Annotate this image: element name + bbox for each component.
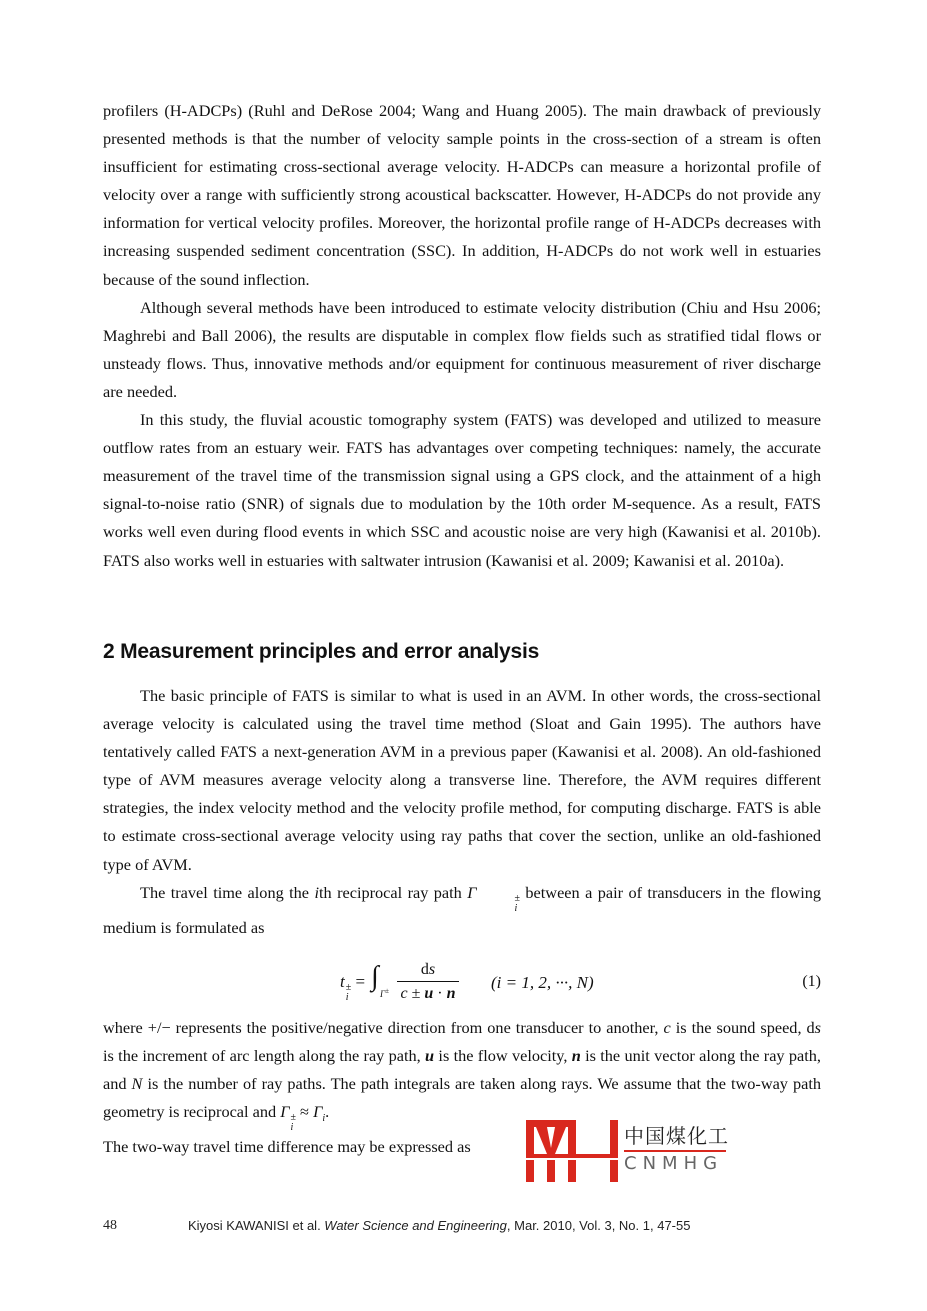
math-gamma: Γ [280, 1102, 290, 1122]
text-run: is the increment of arc length along the ray path, [103, 1046, 426, 1066]
body-text-block-1 [103, 97, 821, 575]
math-approx: ≈ [295, 1102, 314, 1122]
math-c: c [663, 1018, 671, 1037]
paragraph-last-line: The two-way travel time difference may be expressed as [103, 1137, 471, 1157]
math-d: d [420, 961, 429, 978]
math-var-t: t [340, 972, 345, 991]
math-gamma: Γ [313, 1102, 323, 1122]
watermark-logo [526, 1120, 736, 1182]
math-c: c [400, 985, 408, 1002]
footer-journal: Water Science and Engineering [324, 1218, 507, 1233]
math-d: d [806, 1018, 815, 1037]
equation-1 [103, 960, 821, 1010]
text-run: is the number of ray paths. The path integrals are taken along rays. We assume that the two-way path geometry is reciprocal and [103, 1074, 822, 1122]
text-run: between a pair of transducers in the flowing medium is formulated as [103, 882, 822, 937]
text-run: where [103, 1018, 148, 1037]
watermark-latin-text: CNMHG [624, 1153, 724, 1174]
math-supsub [346, 983, 352, 1003]
math-sup: ± [514, 892, 520, 904]
text-run: The travel time along the [140, 882, 315, 902]
paragraph-ray-path [103, 879, 821, 942]
math-sup: ± [290, 1112, 296, 1124]
math-gamma: Γ [380, 989, 386, 999]
math-sub: i [514, 902, 518, 914]
math-N: N [131, 1074, 143, 1094]
math-dot: · [433, 985, 447, 1002]
math-s: s [428, 961, 436, 978]
body-text-block-2 [103, 682, 821, 942]
cnmhg-logo-icon [526, 1120, 618, 1182]
equation-fraction [397, 960, 459, 1004]
math-sup: ± [345, 982, 352, 993]
equation-lhs [340, 972, 365, 1003]
text-run: th reciprocal ray path [319, 882, 468, 902]
math-n: n [446, 985, 456, 1002]
section-heading: 2 Measurement principles and error analysis [103, 640, 540, 663]
math-u: u [425, 1046, 435, 1066]
math-n: n [571, 1046, 581, 1066]
math-supsub [478, 894, 521, 914]
page-number: 48 [103, 1218, 117, 1233]
fraction-denominator [397, 984, 459, 1004]
watermark-chinese-text: 中国煤化工 [624, 1124, 729, 1148]
text-run: is the flow velocity, [434, 1046, 572, 1066]
fraction-numerator [397, 960, 459, 980]
running-citation [188, 1218, 690, 1233]
text-run: is the sound speed, [670, 1018, 807, 1037]
text-run: . [325, 1102, 330, 1122]
math-sup: ± [385, 987, 389, 995]
math-pm: ± [407, 985, 425, 1002]
math-u: u [424, 985, 434, 1002]
math-equals: = [355, 972, 366, 991]
math-gamma: Γ [467, 882, 477, 902]
footer-authors: Kiyosi KAWANISI et al. [188, 1218, 325, 1233]
text-run: represents the positive/negative direction from one transducer to another, [170, 1018, 664, 1037]
integral-subscript [380, 987, 389, 999]
paragraph: Although several methods have been introduced to estimate velocity distribution (Chiu and Hsu 2006; Maghrebi and Ball 2006), the results are disputable in complex flow fields such as stratified tidal flows or unsteady flows. Thus, innovative methods and/or equipment for continuous measurement of river discharge are needed. [103, 297, 821, 401]
paragraph: profilers (H-ADCPs) (Ruhl and DeRose 2004; Wang and Huang 2005). The main drawback of previously presented methods is that the number of velocity sample points in the cross-section of a stream is often insufficient for estimating cross-sectional average velocity. H-ADCPs can measure a horizontal profile of velocity over a range with sufficiently strong acoustical backscatter. However, H-ADCPs do not provide any information for vertical velocity profiles. Moreover, the horizontal profile range of H-ADCPs decreases with increasing suspended sediment concentration (SSC). In addition, H-ADCPs do not work well in estuaries because of the sound inflection. [103, 101, 821, 289]
integral-sign: ∫ [371, 961, 379, 992]
watermark-divider [624, 1150, 726, 1152]
math-sub: i [345, 992, 349, 1003]
math-sub: i [322, 1113, 326, 1125]
math-var-i: i [314, 882, 319, 902]
math-s: s [814, 1018, 821, 1037]
fraction-bar [397, 981, 459, 982]
footer-issue: , Mar. 2010, Vol. 3, No. 1, 47-55 [506, 1218, 691, 1233]
math-sub: i [290, 1122, 294, 1134]
math-plus-minus: +/− [147, 1018, 171, 1037]
paragraph-definitions [103, 1014, 821, 1133]
paragraph: The basic principle of FATS is similar to what is used in an AVM. In other words, the cross-sectional average velocity is calculated using the travel time method (Sloat and Gain 1995). The authors have tentatively called FATS a next-generation AVM in a previous paper (Kawanisi et al. 2008). An old-fashioned type of AVM measures average velocity along a transverse line. Therefore, the AVM requires different strategies, the index velocity method and the velocity profile method, for computing discharge. FATS is able to estimate cross-sectional average velocity using ray paths that cover the section, unlike an old-fashioned type of AVM. [103, 686, 821, 874]
equation-condition: (i = 1, 2, ···, N) [491, 973, 594, 992]
text-run: is the unit vector along the ray path, and [103, 1046, 821, 1094]
paragraph: In this study, the fluvial acoustic tomography system (FATS) was developed and utilized to measure outflow rates from an estuary weir. FATS has advantages over competing techniques: namely, the accurate measurement of the travel time of the transmission signal using a GPS clock, and the attainment of a high signal-to-noise ratio (SNR) of signals due to modulation by the 10th order M-sequence. As a result, FATS works well even during flood events in which SSC and acoustic noise are very high (Kawanisi et al. 2010b). FATS also works well in estuaries with saltwater intrusion (Kawanisi et al. 2009; Kawanisi et al. 2010a). [103, 410, 821, 570]
equation-number: (1) [802, 973, 821, 990]
